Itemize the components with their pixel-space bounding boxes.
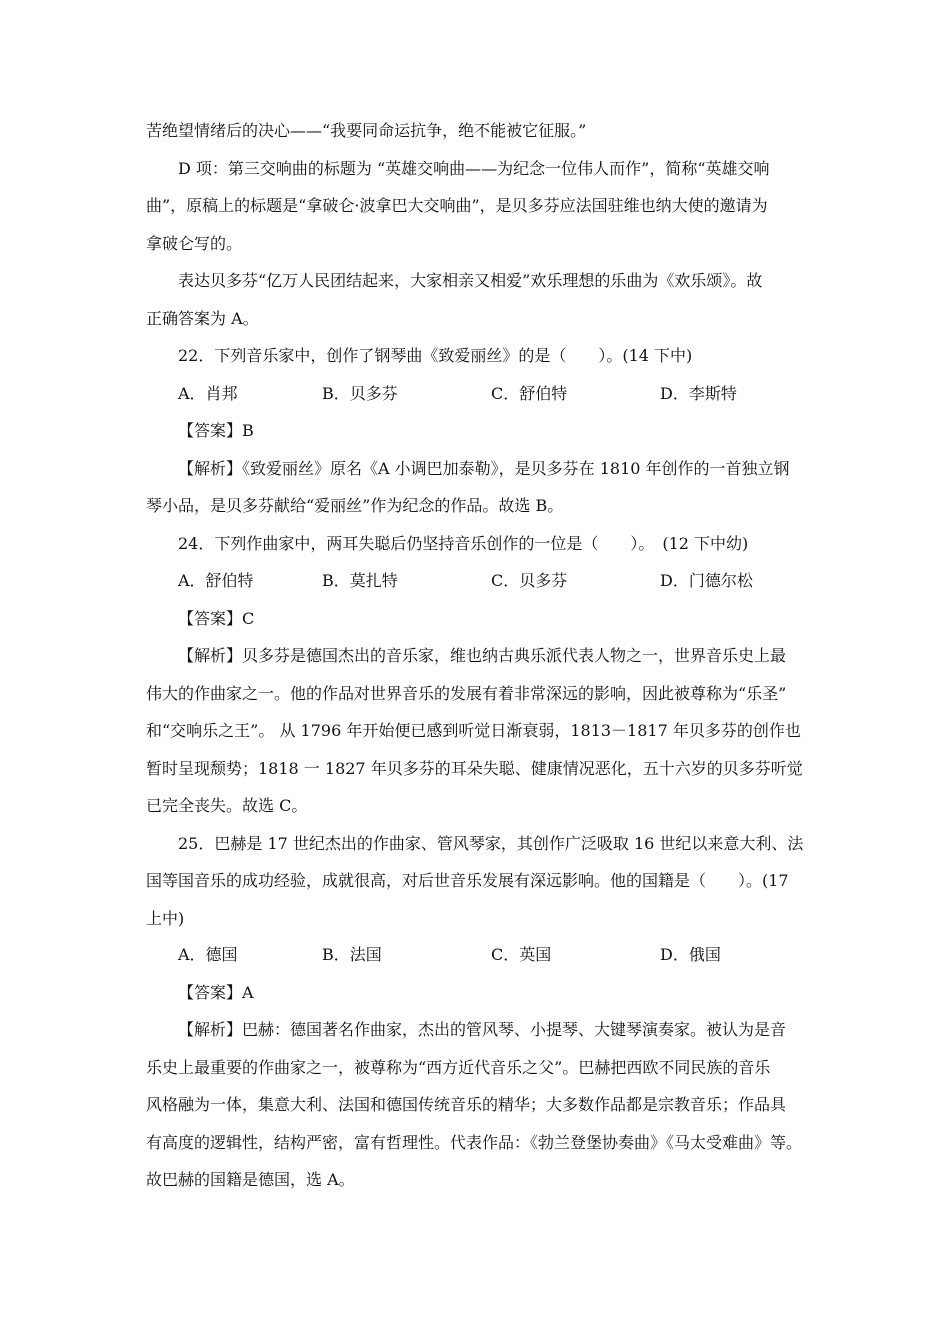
analysis-line: 已完全丧失。故选 C。 (146, 796, 308, 815)
text-line: 正确答案为 A。 (146, 309, 259, 328)
analysis-line: 暂时呈现颓势；1818 一 1827 年贝多芬的耳朵失聪、健康情况恶化，五十六岁的贝多芬听觉 (146, 759, 803, 778)
option-d: D．门德尔松 (660, 571, 753, 590)
analysis-line: 故巴赫的国籍是德国，选 A。 (146, 1170, 355, 1189)
answer: 【答案】C (178, 609, 255, 628)
option-a: A．肖邦 (178, 384, 238, 403)
answer: 【答案】A (178, 983, 254, 1002)
option-b: B．法国 (322, 945, 382, 964)
question-22: 22．下列音乐家中，创作了钢琴曲《致爱丽丝》的是（ ）。(14 下中) (178, 346, 693, 365)
analysis-line: 【解析】贝多芬是德国杰出的音乐家，维也纳古典乐派代表人物之一，世界音乐史上最 (178, 646, 787, 665)
analysis-line: 风格融为一体，集意大利、法国和德国传统音乐的精华；大多数作品都是宗教音乐；作品具 (146, 1095, 787, 1114)
text-line: 拿破仑写的。 (146, 234, 243, 253)
analysis-line: 【解析】巴赫：德国著名作曲家，杰出的管风琴、小提琴、大键琴演奏家。被认为是音 (178, 1020, 787, 1039)
question-24: 24．下列作曲家中，两耳失聪后仍坚持音乐创作的一位是（ ）。 (12 下中幼) (178, 534, 749, 553)
option-a: A．舒伯特 (178, 571, 254, 590)
answer: 【答案】B (178, 421, 254, 440)
option-b: B．莫扎特 (322, 571, 398, 590)
analysis-line: 乐史上最重要的作曲家之一，被尊称为“西方近代音乐之父”。巴赫把西欧不同民族的音乐 (146, 1058, 771, 1077)
option-d: D．李斯特 (660, 384, 737, 403)
question-25-cont: 国等国音乐的成功经验，成就很高，对后世音乐发展有深远影响。他的国籍是（ ）。(17 (146, 871, 789, 890)
option-c: C．贝多芬 (491, 571, 568, 590)
analysis-line: 伟大的作曲家之一。他的作品对世界音乐的发展有着非常深远的影响，因此被尊称为“乐圣” (146, 684, 787, 703)
analysis-line: 【解析】《致爱丽丝》原名《A 小调巴加泰勒》，是贝多芬在 1810 年创作的一首独立钢 (178, 459, 790, 478)
question-25: 25．巴赫是 17 世纪杰出的作曲家、管风琴家，其创作广泛吸取 16 世纪以来意大利、法 (178, 834, 804, 853)
option-a: A．德国 (178, 945, 238, 964)
option-c: C．英国 (491, 945, 552, 964)
option-d: D．俄国 (660, 945, 721, 964)
option-b: B．贝多芬 (322, 384, 398, 403)
analysis-line: 有高度的逻辑性，结构严密，富有哲理性。代表作品：《勃兰登堡协奏曲》《马太受难曲》等。 (146, 1133, 803, 1152)
text-line: 曲”，原稿上的标题是“拿破仑·波拿巴大交响曲”，是贝多芬应法国驻维也纳大使的邀请为 (146, 196, 768, 215)
text-line: 苦绝望情绪后的决心——“我要同命运抗争，绝不能被它征服。” (146, 121, 587, 140)
text-line: 表达贝多芬“亿万人民团结起来，大家相亲又相爱”欢乐理想的乐曲为《欢乐颂》。故 (178, 271, 763, 290)
analysis-line: 和“交响乐之王”。 从 1796 年开始便已感到听觉日渐衰弱，1813－1817 年贝多芬的创作也 (146, 721, 801, 740)
option-c: C．舒伯特 (491, 384, 568, 403)
analysis-line: 琴小品，是贝多芬献给“爱丽丝”作为纪念的作品。故选 B。 (146, 496, 564, 515)
question-25-cont: 上中) (146, 909, 185, 928)
text-line: D 项：第三交响曲的标题为 “英雄交响曲——为纪念一位伟人而作”，简称“英雄交响 (178, 159, 770, 178)
